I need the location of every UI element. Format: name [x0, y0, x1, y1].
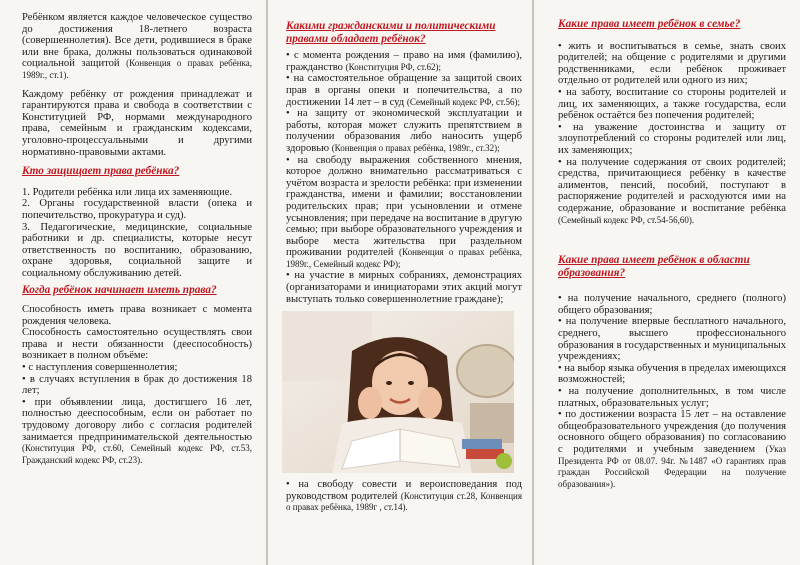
list-item: • в случаях вступления в брак до достижения 18 лет; — [22, 373, 252, 397]
panel-middle — [268, 0, 532, 565]
list-item: • на получение впервые бесплатного начального, среднего, высшего профессионального образования в государственных и муниципальных учреждениях; — [558, 316, 786, 363]
list-item: • с наступления совершеннолетия; — [22, 362, 178, 374]
list-item: • на уважение достоинства и защиту от злоупотреблений со стороны родителей или лиц, их заменяющих; — [558, 121, 786, 156]
heading-when-rights: Когда ребёнок начинает иметь права? — [22, 284, 217, 297]
list-item: • жить и воспитываться в семье, знать своих родителей; на общение с родителями и другими родственниками, если ребёнок проживает отдельно от родителей или одного из них; — [558, 40, 786, 87]
list-item: • на выбор языка обучения в пределах имеющихся возможностей; — [558, 362, 786, 386]
list-item: • на получение содержания от своих родителей; средства, причитающиеся ребёнку в качестве алиментов, пенсий, пособий, поступают в распоряжение родителей и расходуются ими на содержание, образование и воспитание ребёнка (Семейный кодекс РФ, ст.54-56,60). — [558, 156, 786, 225]
panel-right — [534, 0, 800, 565]
list-item: • на заботу, воспитание со стороны родителей и лиц, их заменяющих, а также государства, если ребёнок остаётся без попечения родителей; — [558, 86, 786, 122]
capacity-paragraph-1: Способность иметь права возникает с момента рождения человека. — [22, 304, 252, 327]
panel-left — [0, 0, 266, 565]
list-item: • на самостоятельное обращение за защитой своих прав в органы опеки и попечительства, а по достижении 14 лет – в суд (Семейный кодекс РФ, ст.56); — [286, 73, 522, 108]
list-item: 3. Педагогические, медицинские, социальные работники и др. специалисты, которые несут ответственность по воспитанию, образованию, охране здоровья, социальной защите и социальному обслуживанию детей. — [22, 221, 252, 279]
heading-who-protects: Кто защищает права ребёнка? — [22, 165, 180, 178]
list-item: • на свободу выражения собственного мнения, которое должно внимательно рассматриваться с учётом возраста и зрелости ребёнка: при изменении гражданства, имени и фамилии; восстановлении родительских прав; при усыновлении и отмене усыновления; при передаче на воспитание в другую семью; при выборе образовательного учреждения и выборе места жительства при раздельном проживании родителей (Конвенция о правах ребёнка, 1989г., Семейный кодекс РФ); — [286, 154, 523, 269]
list-item: • на защиту от экономической эксплуатации и работы, которая может служить препятствием в получении образования либо наносить ущерб здоровью (Конвенция о правах ребёнка, 1989г., ст.32); — [286, 108, 522, 154]
capacity-paragraph-2: Способность самостоятельно осуществлять свои права и нести обязанности (дееспособность) возникает в полном объёме: — [22, 327, 252, 362]
list-item: 2. Органы государственной власти (опека и попечительство, прокуратура и суд). — [22, 198, 252, 221]
list-item: • на участие в мирных собраниях, демонстрациях (организаторами и инициаторами этих акций могут выступать только совершеннолетние граждане); — [286, 270, 522, 305]
heading-civil-rights: Какими гражданскими и политическими правами обладает ребёнок? — [286, 20, 496, 45]
girl-reading-photo — [282, 311, 514, 473]
list-item: • на свободу совести и вероисповедания под руководством родителей (Конституция ст.28, Конвенция о правах ребёнка, 1989г , ст.14). — [286, 479, 522, 513]
heading-family-rights: Какие права имеет ребёнок в семье? — [558, 18, 741, 30]
list-item: • по достижении возраста 15 лет – на оставление общеобразовательного учреждения (до получения основного общего образования) по согласованию с родителями и учебным заведением (Указ Президента РФ от 08.07. 94г. №1487 «О гарантиях прав граждан Российской Федерации на получение образования»). — [558, 409, 786, 489]
list-item: • на получение начального, среднего (полного) общего образования; — [558, 293, 786, 316]
girl-reading-illustration — [282, 311, 514, 473]
intro-paragraph-1: Ребёнком является каждое человеческое существо до достижения 18-летнего возраста (совершеннолетия). Все дети, родившиеся в браке или вне брака, должны пользоваться одинаковой социальной защитой (Конвенция о правах ребёнка, 1989г., ст.1). — [22, 12, 252, 80]
intro-paragraph-2: Каждому ребёнку от рождения принадлежат и гарантируются права и свобода в соответствии с Конституцией РФ, нормами международного права, семейным и гражданским кодексами, уголовно-процессуальными и другими нормативно-правовыми актами. — [22, 88, 252, 158]
list-item: • при объявлении лица, достигшего 16 лет, полностью дееспособным, если он работает по трудовому договору либо с согласия родителей занимается предпринимательской деятельностью (Конституция РФ, ст.60, Семейный кодекс РФ, ст.53, Гражданский кодекс РФ, ст.23). — [22, 396, 252, 465]
list-item: • на получение дополнительных, в том числе платных, образовательных услуг; — [558, 386, 786, 409]
heading-education-rights: Какие права имеет ребёнок в области образования? — [558, 254, 750, 279]
list-item: 1. Родители ребёнка или лица их заменяющие. — [22, 186, 233, 198]
list-item: • с момента рождения – право на имя (фамилию), гражданство (Конституция РФ, ст.62); — [286, 50, 522, 73]
